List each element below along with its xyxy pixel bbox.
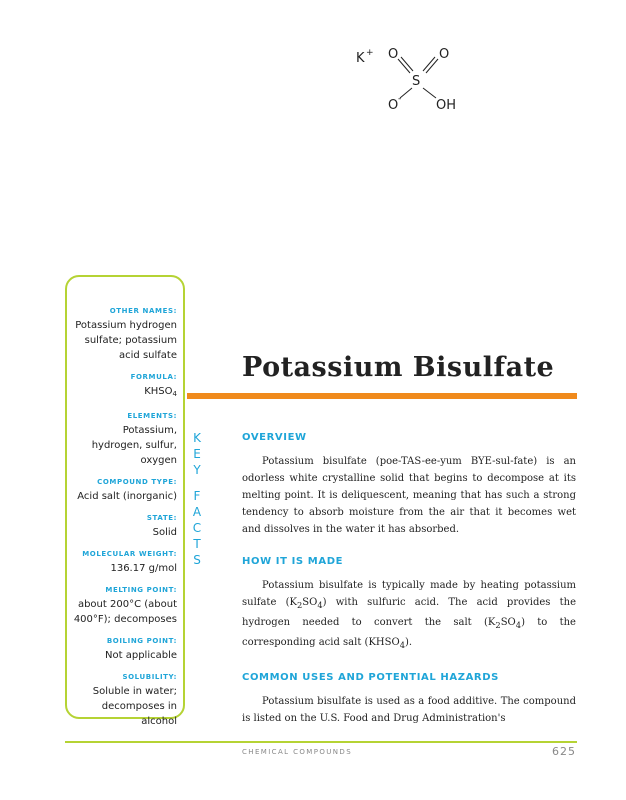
made-text: ).	[405, 637, 413, 648]
vertical-label-letter: Y	[193, 463, 201, 477]
boiling-point-label: BOILING POINT:	[106, 637, 177, 645]
molecular-weight-label: MOLECULAR WEIGHT:	[82, 550, 177, 558]
minus-charge: -	[398, 94, 402, 104]
solubility-value: Soluble in water; decomposes in alcohol	[92, 686, 177, 727]
formula-label: FORMULA:	[130, 373, 177, 381]
made-text: ) with sulfuric acid. The acid provides the hydrogen needed to convert the salt (K	[242, 597, 576, 628]
elements-label: ELEMENTS:	[127, 412, 177, 420]
structure-diagram	[350, 38, 470, 118]
vertical-label-letter: F	[193, 489, 201, 503]
subscript: 4	[317, 600, 323, 610]
bond-line	[423, 88, 436, 98]
made-text: SO	[302, 597, 318, 608]
formula-main: KHSO	[144, 386, 173, 397]
compound-type-value: Acid salt (inorganic)	[77, 491, 177, 502]
overview-heading: OVERVIEW	[242, 432, 307, 443]
footer-divider	[65, 741, 577, 743]
subscript: 4	[515, 620, 522, 630]
other-names-value: Potassium hydrogen sulfate; potassium acid sulfate	[75, 320, 177, 361]
boiling-point-value: Not applicable	[105, 650, 177, 661]
key-facts-vertical-label	[190, 430, 204, 568]
made-text: ) to the corresponding acid salt (KHSO	[242, 617, 576, 648]
made-text: Potassium bisulfate is typically made by heating potassium sulfate (K	[242, 580, 576, 608]
uses-heading: COMMON USES AND POTENTIAL HAZARDS	[242, 672, 499, 683]
subscript: 2	[296, 600, 303, 610]
oxygen-left-label: O	[388, 47, 399, 62]
vertical-label-letter: T	[193, 537, 201, 551]
other-names-label: OTHER NAMES:	[109, 307, 177, 315]
bond-line	[400, 88, 412, 98]
how-made-heading: HOW IT IS MADE	[242, 556, 344, 567]
oxygen-minus-label: O	[388, 98, 399, 113]
article-body	[242, 422, 576, 745]
subscript: 4	[399, 640, 405, 650]
formula-subscript: 4	[172, 390, 177, 398]
title-divider	[187, 393, 577, 399]
state-label: STATE:	[146, 514, 177, 522]
chemical-structure	[350, 38, 470, 118]
running-title: CHEMICAL COMPOUNDS	[242, 748, 353, 756]
vertical-label-letter: E	[193, 447, 201, 461]
solubility-label: SOLUBILITY:	[122, 673, 177, 681]
elements-value: Potassium, hydrogen, sulfur, oxygen	[91, 425, 177, 466]
hydroxyl-label: OH	[436, 98, 457, 113]
vertical-label-letter: K	[193, 431, 201, 445]
melting-point-label: MELTING POINT:	[105, 586, 177, 594]
compound-type-label: COMPOUND TYPE:	[97, 478, 177, 486]
cation-charge: +	[366, 48, 374, 58]
subscript: 2	[495, 620, 501, 630]
state-value: Solid	[152, 527, 177, 538]
how-made-paragraph	[242, 577, 576, 654]
cation-symbol: K	[356, 51, 365, 66]
molecular-weight-value: 136.17 g/mol	[110, 563, 177, 574]
vertical-label-letter: C	[192, 521, 202, 535]
sulfur-label: S	[412, 74, 421, 89]
page-title: Potassium Bisulfate	[242, 352, 555, 383]
vertical-label-gap	[190, 478, 204, 488]
overview-paragraph: Potassium bisulfate (poe-TAS-ee-yum BYE-sul-fate) is an odorless white crystalline solid that begins to decompose at its melting point. It is deliquescent, meaning that has such a strong tendency to absorb moisture from the air that it becomes wet and dissolves in the water it has absorbed.	[242, 456, 576, 535]
melting-point-value: about 200°C (about 400°F); decomposes	[73, 599, 177, 625]
formula-value	[73, 384, 177, 402]
made-text: SO	[500, 617, 516, 628]
vertical-label-letter: S	[193, 553, 201, 567]
key-facts-panel	[65, 275, 185, 727]
uses-paragraph: Potassium bisulfate is used as a food additive. The compound is listed on the U.S. Food and Drug Administration's	[242, 696, 576, 724]
oxygen-right-label: O	[439, 47, 450, 62]
page-number: 625	[552, 745, 576, 758]
vertical-label-letter: A	[192, 505, 202, 519]
